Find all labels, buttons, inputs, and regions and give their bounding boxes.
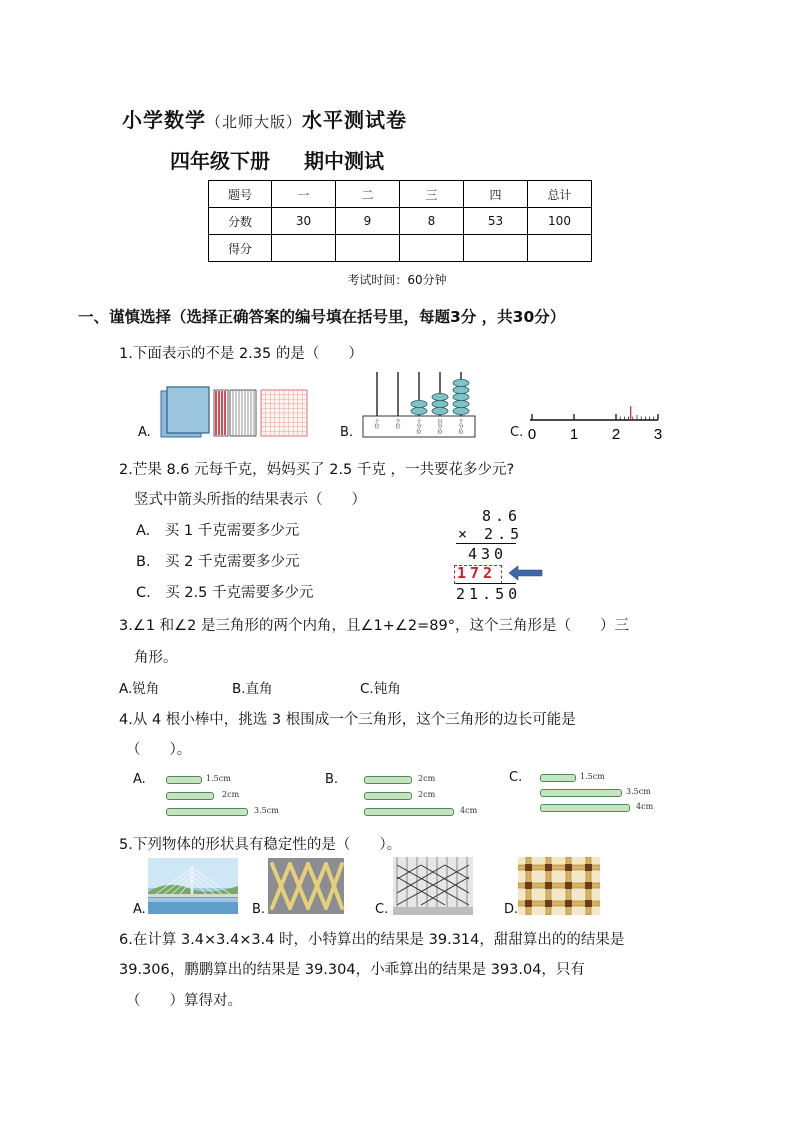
page-subtitle: 四年级下册 期中测试 [170, 149, 384, 173]
question-6-line-2: 39.306，鹏鹏算出的结果是 39.304，小乖算出的结果是 393.04，只有 [119, 962, 585, 978]
q2-option-b: B. 买 2 千克需要多少元 [136, 554, 300, 570]
abacus-label-char: 百 [437, 419, 443, 425]
abacus-bead [432, 407, 448, 414]
strips-frame [230, 390, 256, 436]
table-row [209, 181, 592, 208]
table-row [209, 235, 592, 262]
abacus-bead [453, 400, 469, 407]
lattice-gate-image [268, 858, 344, 914]
vertical-multiplier: × 2.5 [458, 525, 524, 543]
table-row [209, 208, 592, 235]
abacus-label-char: 位 [458, 429, 464, 436]
abacus-bead [453, 386, 469, 393]
q1-option-c-label: C. [510, 425, 524, 440]
q2-option-c: C. 买 2.5 千克需要多少元 [136, 585, 314, 601]
table-cell: 100 [528, 208, 592, 235]
unit-square-front [167, 387, 209, 433]
table-cell: 三 [400, 181, 464, 208]
q1-option-a-figure [160, 386, 310, 440]
table-cell: 题号 [209, 181, 272, 208]
abacus-label-char: 分 [458, 424, 464, 431]
stick [540, 774, 576, 782]
question-4-stem-cont: （ ）。 [126, 742, 192, 758]
table-cell: 30 [272, 208, 336, 235]
question-2-stem: 2.芒果 8.6 元每千克，妈妈买了 2.5 千克 ，一共要花多少元? [119, 462, 515, 478]
table-cell: 得分 [209, 235, 272, 262]
table-cell: 分数 [209, 208, 272, 235]
abacus-bead [432, 400, 448, 407]
q3-option-a: A.锐角 [119, 681, 160, 697]
q1-abacus [362, 370, 478, 440]
table-cell: 53 [464, 208, 528, 235]
vertical-multiplicand: 8.6 [482, 507, 522, 525]
q4-option-c-label: C. [509, 770, 523, 785]
page-title: 小学数学（北师大版）水平测试卷 [122, 108, 408, 132]
abacus-bead [453, 407, 469, 414]
number-line-labels [528, 426, 662, 442]
abacus-bead [453, 379, 469, 386]
q5-option-b-label: B. [252, 902, 266, 917]
number-line-label: 1 [569, 426, 579, 442]
number-line-label: 2 [611, 426, 621, 442]
table-cell: 总计 [528, 181, 592, 208]
vertical-result: 21.50 [456, 585, 522, 603]
abacus-label-char: 个 [395, 419, 401, 425]
q4-option-a-label: A. [133, 772, 146, 787]
stick-length-label: 3.5cm [626, 787, 651, 796]
number-line-label: 0 [527, 426, 537, 442]
abacus-label-char: 位 [374, 424, 380, 431]
score-input-cell[interactable] [400, 235, 464, 262]
vertical-line-1 [456, 543, 516, 544]
score-input-cell[interactable] [464, 235, 528, 262]
stick-length-label: 1.5cm [206, 774, 231, 783]
stick [364, 808, 454, 816]
q5-option-d-label: D. [504, 902, 519, 917]
abacus-bead [432, 393, 448, 400]
score-table [208, 180, 592, 262]
question-3-stem: 3.∠1 和∠2 是三角形的两个内角，且∠1+∠2=89°，这个三角形是（ ）三 [119, 618, 629, 634]
folding-door-image [393, 857, 473, 915]
abacus-label-char: 位 [416, 429, 422, 436]
abacus-bead [411, 400, 427, 407]
score-input-cell[interactable] [272, 235, 336, 262]
abacus-label-char: 分 [437, 424, 443, 431]
abacus-label-char: 十 [416, 419, 422, 425]
q4-option-b-sticks [364, 774, 504, 818]
q1-option-a-label: A. [138, 425, 151, 440]
bridge-image [148, 858, 238, 914]
exam-time: 考试时间：60分钟 [347, 273, 447, 287]
question-6-line-3: （ ）算得对。 [126, 993, 242, 1009]
table-cell: 9 [336, 208, 400, 235]
abacus-label-char: 十 [374, 419, 380, 425]
score-input-cell[interactable] [336, 235, 400, 262]
question-4-stem: 4.从 4 根小棒中，挑选 3 根围成一个三角形，这个三角形的边长可能是 [119, 712, 576, 728]
table-cell: 一 [272, 181, 336, 208]
number-line-ticks [532, 414, 658, 420]
q1-option-b-label: B. [340, 425, 354, 440]
q1-number-line [526, 402, 666, 442]
stick-length-label: 3.5cm [254, 806, 279, 815]
q5-option-a-label: A. [133, 902, 146, 917]
question-1-stem: 1.下面表示的不是 2.35 的是（ ） [119, 346, 363, 362]
abacus-bead [411, 407, 427, 414]
stick [540, 804, 630, 812]
vertical-partial-1: 430 [468, 545, 508, 563]
table-cell: 8 [400, 208, 464, 235]
question-5-stem: 5.下列物体的形状具有稳定性的是（ ）。 [119, 837, 402, 853]
question-2-sub: 竖式中箭头所指的结果表示（ ） [134, 492, 366, 508]
abacus-label-char: 千 [458, 419, 464, 425]
arrow-left-icon [508, 565, 544, 581]
number-line-label: 3 [653, 426, 663, 442]
stick [166, 776, 202, 784]
stick [166, 792, 214, 800]
stick-length-label: 2cm [418, 774, 436, 783]
stick-length-label: 2cm [222, 790, 240, 799]
vertical-partial-2: 172 [457, 564, 497, 582]
q5-option-c-label: C. [375, 902, 389, 917]
q2-option-a: A. 买 1 千克需要多少元 [136, 523, 300, 539]
section-heading: 一、谨慎选择（选择正确答案的编号填在括号里，每题3分 ，共30分） [78, 308, 566, 326]
question-6-line-1: 6.在计算 3.4×3.4×3.4 时，小特算出的结果是 39.314，甜甜算出的的结果是 [119, 932, 625, 948]
abacus-label-char: 分 [416, 424, 422, 431]
stick-length-label: 2cm [418, 790, 436, 799]
q4-option-a-sticks [166, 774, 306, 818]
table-cell: 四 [464, 181, 528, 208]
bamboo-grid-image [518, 857, 600, 915]
abacus-label-char: 位 [437, 429, 443, 436]
abacus-bead [453, 393, 469, 400]
stick [364, 776, 412, 784]
stick-length-label: 4cm [460, 806, 478, 815]
q4-option-c-sticks [540, 772, 680, 816]
stick [364, 792, 412, 800]
stick-length-label: 4cm [636, 802, 654, 811]
question-3-stem-cont: 角形。 [134, 650, 178, 666]
stick [166, 808, 248, 816]
abacus-label-char: 位 [395, 424, 401, 431]
score-input-cell[interactable] [528, 235, 592, 262]
vertical-line-2 [456, 583, 516, 584]
q3-option-b: B.直角 [232, 681, 273, 697]
stick-length-label: 1.5cm [580, 772, 605, 781]
table-cell: 二 [336, 181, 400, 208]
stick [540, 789, 622, 797]
q3-option-c: C.钝角 [360, 681, 401, 697]
q4-option-b-label: B. [325, 772, 339, 787]
